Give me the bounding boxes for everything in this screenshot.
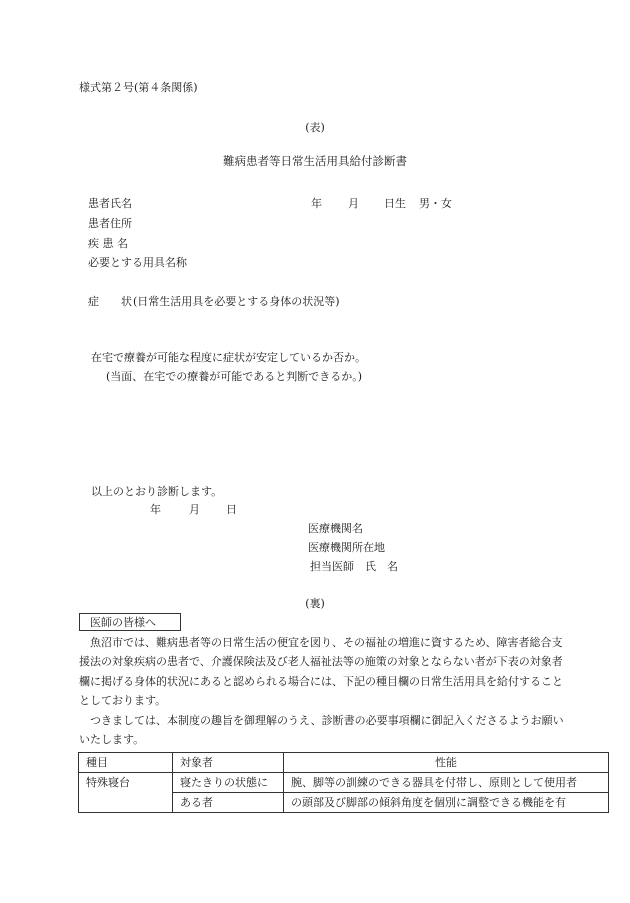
stability-question: 在宅で療養が可能な程度に症状が安定しているか否か。 (91, 351, 366, 364)
notice-paragraph-2 (79, 711, 611, 750)
column-header-performance: 性能 (284, 753, 609, 773)
patient-name-label: 患者氏名 (88, 197, 132, 210)
date-year-label: 年 (150, 503, 161, 516)
equipment-table (78, 752, 609, 813)
dob-month-label: 月 (348, 197, 359, 210)
disease-name-label: 疾 患 名 (88, 237, 128, 250)
notice-paragraph-line: つきましては、本制度の趣旨を御理解のうえ、診断書の必要事項欄に御記入くださるようお願い (79, 714, 564, 727)
notice-paragraph-line: としております。 (79, 693, 167, 707)
stability-note: (当面、在宅での療養が可能であると判断できるか。) (106, 370, 363, 383)
institution-label: 医療機関名 (308, 522, 363, 535)
form-number: 様式第２号(第４条関係) (79, 81, 198, 94)
notice-paragraph-line: 魚沼市では、難病患者等の日常生活の便宜を図り、その福祉の増進に資するため、障害者総合支 (79, 636, 563, 649)
front-side-label: (表) (305, 121, 325, 134)
institution-address-label: 医療機関所在地 (308, 541, 385, 554)
column-header-item: 種目 (79, 753, 173, 773)
date-day-label: 日 (226, 503, 237, 516)
table-header-row (79, 753, 609, 773)
cell-target-line: 寝たきりの状態に (173, 773, 284, 793)
column-header-target: 対象者 (173, 753, 284, 773)
diagnosis-statement: 以上のとおり診断します。 (91, 485, 223, 498)
symptoms-label: 症 状 (88, 295, 132, 308)
required-equipment-label: 必要とする用具名称 (88, 256, 187, 269)
cell-item: 特殊寝台 (79, 773, 173, 813)
doctor-name-label: 担当医師 氏 名 (310, 560, 398, 573)
cell-performance-line: の頭部及び脚部の傾斜角度を個別に調整できる機能を有 (284, 793, 609, 813)
table-row (79, 773, 609, 793)
symptoms-sublabel: (日常生活用具を必要とする身体の状況等) (133, 295, 340, 308)
cell-performance-line: 腕、脚等の訓練のできる器具を付帯し、原則として使用者 (284, 773, 609, 793)
dob-day-label: 日生 (384, 197, 406, 210)
dob-year-label: 年 (311, 197, 322, 210)
notice-title-box (79, 613, 181, 631)
notice-paragraph-line: 援法の対象疾病の患者で、介護保険法及び老人福祉法等の施策の対象とならない者が下表の対象者 (79, 655, 563, 669)
date-month-label: 月 (189, 503, 200, 516)
notice-paragraph-1 (79, 633, 611, 710)
cell-target-line: ある者 (173, 793, 284, 813)
back-side-label: (裏) (305, 597, 325, 610)
page-title: 難病患者等日常生活用具給付診断書 (223, 154, 407, 168)
sex-selector[interactable]: 男・女 (419, 197, 452, 210)
patient-address-label: 患者住所 (88, 217, 132, 230)
notice-title: 医師の皆様へ (90, 616, 156, 629)
notice-paragraph-line: いたします。 (79, 733, 145, 747)
notice-paragraph-line: 欄に掲げる身体的状況にあると認められる場合には、下記の種目欄の日常生活用具を給付すること (79, 674, 563, 688)
